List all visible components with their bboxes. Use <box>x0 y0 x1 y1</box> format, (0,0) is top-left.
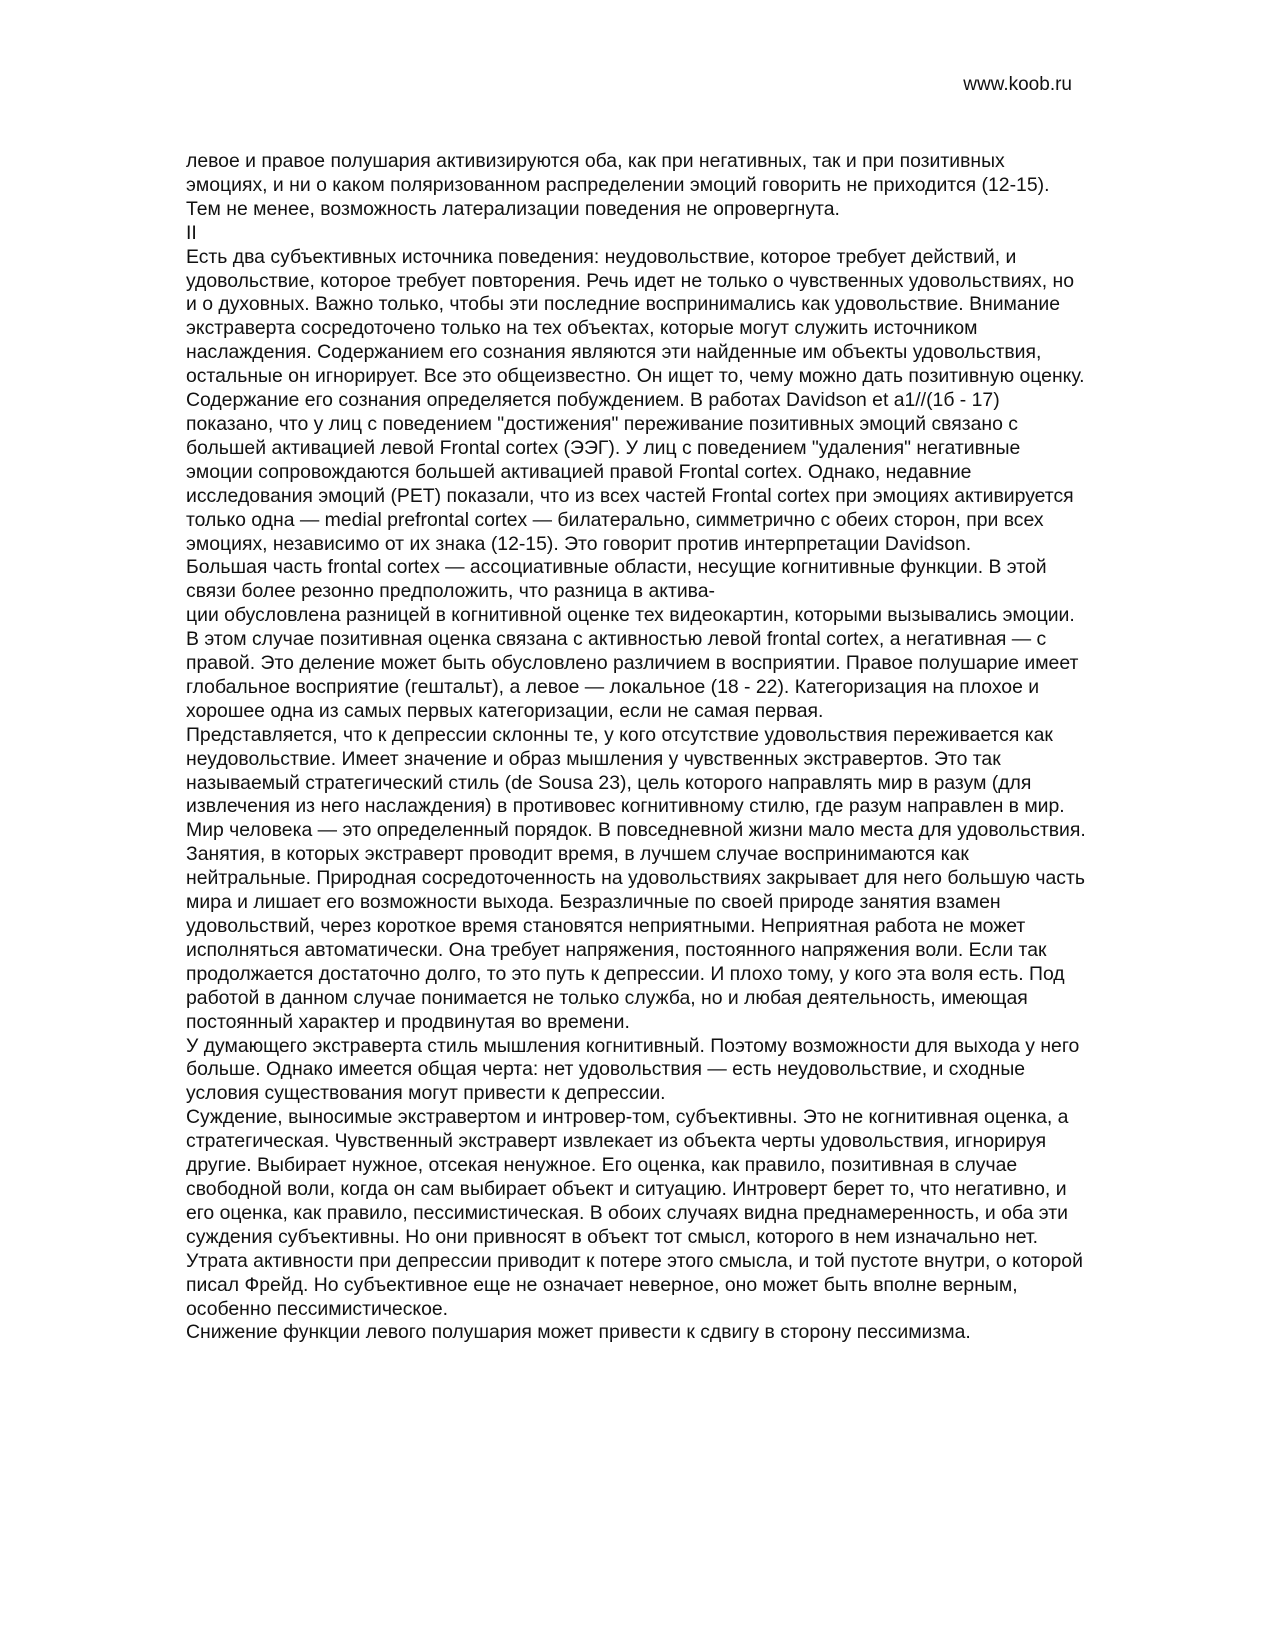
paragraph-7: Мир человека — это определенный порядок. В повседневной жизни мало места для удовольствия. Занятия, в которых экстраверт проводит время, в лучшем случае воспринимаются как нейтральные. Природная сосредоточенность на удовольствиях закрывает для него большую часть мира и лишает его возможности выхода. Безразличные по своей природе занятия взамен удовольствий, через короткое время становятся неприятными. Неприятная работа не может исполняться автоматически. Она требует напряжения, постоянного напряжения воли. Если так продолжается достаточно долго, то это путь к депрессии. И плохо тому, у кого эта воля есть. Под работой в данном случае понимается не только служба, но и любая деятельность, имеющая постоянный характер и продвинутая во времени. <box>186 819 1086 1033</box>
document-body <box>186 150 1088 1345</box>
paragraph-3: Есть два субъективных источника поведения: неудовольствие, которое требует действий, и удовольствие, которое требует повторения. Речь идет не только о чувственных удовольствиях, но и о духовных. Важно только, чтобы эти последние воспринимались как удовольствие. Внимание экстраверта сосредоточено только на тех объектах, которые могут служить источником наслаждения. Содержанием его сознания являются эти найденные им объекты удовольствия, остальные он игнорирует. Все это общеизвестно. Он ищет то, чему можно дать позитивную оценку. Содержание его сознания определяется побуждением. В работах Davidson et a1//(1б - 17) показано, что у лиц с поведением "достижения" переживание позитивных эмоций связано с большей активацией левой Frontal cortex (ЭЭГ). У лиц с поведением "удаления" негативные эмоции сопровождаются большей активацией правой Frontal cortex. Однако, недавние исследования эмоций (PET) показали, что из всех частей Frontal cortex при эмоциях активируется только одна — medial prefrontal cortex — билатерально, симметрично с обеих сторон, при всех эмоциях, независимо от их знака (12-15). Это говорит против интерпретации Davidson. <box>186 245 1085 555</box>
paragraph-1: левое и правое полушария активизируются оба, как при негативных, так и при позитивных эмоциях, и ни о каком поляризованном распределении эмоций говорить не приходится (12-15). <box>186 150 1050 196</box>
paragraph-4: Большая часть frontal cortex — ассоциативные области, несущие когнитивные функции. В этой связи более резонно предположить, что разница в актива- <box>186 556 1047 603</box>
paragraph-5: ции обусловлена разницей в когнитивной оценке тех видеокартин, которыми вызывались эмоции. В этом случае позитивная оценка связана с активностью левой frontal cortex, а негативная — с правой. Это деление может быть обусловлено различием в восприятии. Правое полушарие имеет глобальное восприятие (гештальт), а левое — локальное (18 - 22). Категоризация на плохое и хорошее одна из самых первых категоризации, если не самая первая. <box>186 604 1079 722</box>
paragraph-2: Тем не менее, возможность латерализации поведения не опровергнута. <box>186 197 840 220</box>
paragraph-6: Представляется, что к депрессии склонны те, у кого отсутствие удовольствия переживается как неудовольствие. Имеет значение и образ мышления у чувственных экстравертов. Это так называемый стратегический стиль (de Sousa 23), цель которого направлять мир в разум (для извлечения из него наслаждения) в противовес когнитивному стилю, где разум направлен в мир. <box>186 723 1065 818</box>
paragraph-9: Суждение, выносимые экстравертом и интровер-том, субъективны. Это не когнитивная оценка, а стратегическая. Чувственный экстраверт извлекает из объекта черты удовольствия, игнорируя другие. Выбирает нужное, отсекая ненужное. Его оценка, как правило, позитивная в случае свободной воли, когда он сам выбирает объект и ситуацию. Интроверт берет то, что негативно, и его оценка, как правило, пессимистическая. В обоих случаях видна преднамеренность, и оба эти суждения субъективны. Но они привносят в объект тот смысл, которого в нем изначально нет. Утрата активности при депрессии приводит к потере этого смысла, и той пустоте внутри, о которой писал Фрейд. Но субъективное еще не означает неверное, оно может быть вполне верным, особенно пессимистическое. <box>186 1106 1083 1320</box>
header-url: www.koob.ru <box>963 74 1072 95</box>
paragraph-8: У думающего экстраверта стиль мышления когнитивный. Поэтому возможности для выхода у него больше. Однако имеется общая черта: нет удовольствия — есть неудовольствие, и сходные условия существования могут привести к депрессии. <box>186 1034 1080 1105</box>
section-number: II <box>186 221 197 244</box>
paragraph-10: Снижение функции левого полушария может привести к сдвигу в сторону пессимизма. <box>186 1321 971 1344</box>
